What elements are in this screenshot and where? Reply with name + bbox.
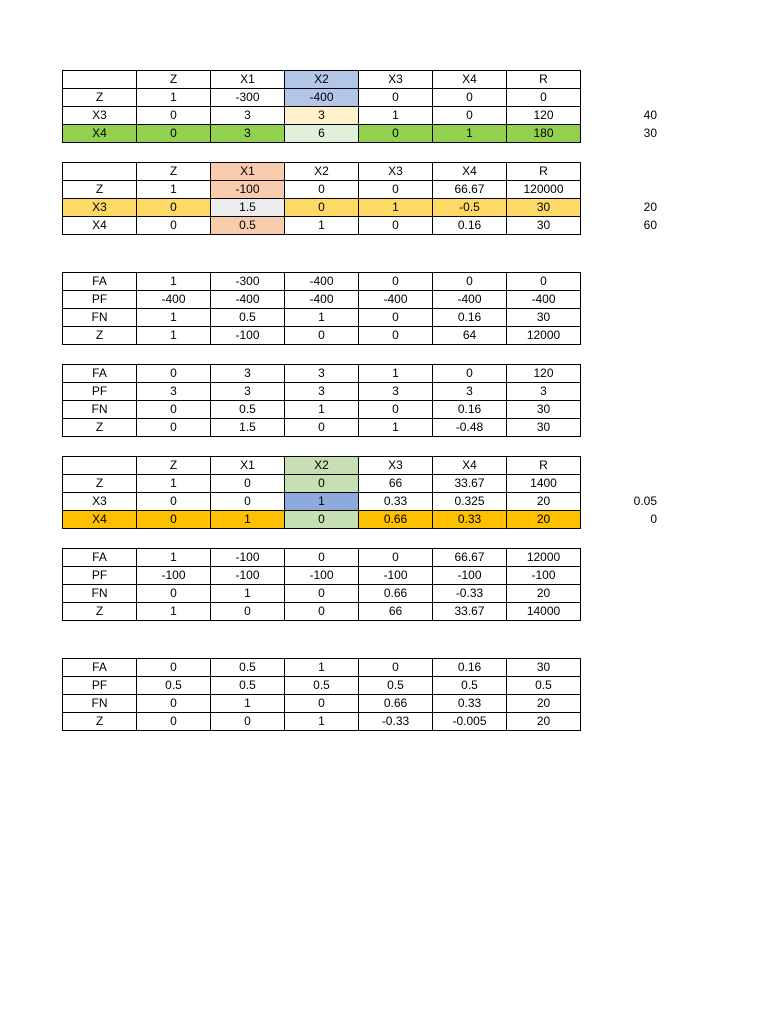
table-cell[interactable]: PF bbox=[63, 677, 137, 695]
table-cell[interactable]: 0 bbox=[285, 199, 359, 217]
table-row bbox=[63, 659, 581, 677]
table-cell[interactable]: 30 bbox=[507, 401, 581, 419]
table-cell[interactable]: 1 bbox=[285, 493, 359, 511]
table-row bbox=[63, 217, 581, 235]
ratio-value[interactable]: 40 bbox=[643, 108, 657, 122]
table-row bbox=[63, 89, 581, 107]
table-cell[interactable]: 3 bbox=[211, 107, 285, 125]
table-cell[interactable]: 1 bbox=[359, 107, 433, 125]
table-row bbox=[63, 511, 581, 529]
table-cell[interactable]: X3 bbox=[63, 199, 137, 217]
table-row bbox=[63, 107, 581, 125]
table-cell[interactable]: X3 bbox=[359, 71, 433, 89]
table-cell[interactable]: 1 bbox=[285, 309, 359, 327]
table-row bbox=[63, 199, 581, 217]
table-row bbox=[63, 457, 581, 475]
table-cell[interactable]: 0 bbox=[359, 309, 433, 327]
table-cell[interactable]: 0 bbox=[137, 199, 211, 217]
table-cell[interactable]: 0 bbox=[137, 125, 211, 143]
table-cell[interactable]: -100 bbox=[507, 567, 581, 585]
table-cell[interactable]: 1.5 bbox=[211, 419, 285, 437]
table-cell[interactable]: R bbox=[507, 457, 581, 475]
table-cell[interactable]: 0 bbox=[359, 89, 433, 107]
table-cell[interactable]: 0 bbox=[137, 401, 211, 419]
table-row bbox=[63, 383, 581, 401]
table-cell[interactable]: FN bbox=[63, 585, 137, 603]
table-cell[interactable]: 0.5 bbox=[507, 677, 581, 695]
table-4 bbox=[62, 364, 581, 437]
table-cell[interactable]: 0 bbox=[137, 493, 211, 511]
table-row bbox=[63, 493, 581, 511]
table-cell[interactable]: 1 bbox=[285, 401, 359, 419]
table-row bbox=[63, 713, 581, 731]
table-cell[interactable] bbox=[63, 71, 137, 89]
table-cell[interactable]: FN bbox=[63, 309, 137, 327]
table-cell[interactable]: -0.005 bbox=[433, 713, 507, 731]
table-cell[interactable]: 0.325 bbox=[433, 493, 507, 511]
table-cell[interactable]: 0.5 bbox=[137, 677, 211, 695]
table-cell[interactable]: 0.5 bbox=[211, 677, 285, 695]
table-row bbox=[63, 695, 581, 713]
table-cell[interactable]: 0 bbox=[433, 89, 507, 107]
table-cell[interactable]: 0.66 bbox=[359, 695, 433, 713]
table-cell[interactable]: 1 bbox=[137, 603, 211, 621]
ratio-value[interactable]: 60 bbox=[643, 218, 657, 232]
table-cell[interactable]: 0 bbox=[285, 603, 359, 621]
table-cell[interactable]: 0 bbox=[359, 125, 433, 143]
table-row bbox=[63, 567, 581, 585]
table-cell[interactable]: X4 bbox=[433, 457, 507, 475]
table-cell[interactable]: -100 bbox=[359, 567, 433, 585]
table-cell[interactable]: 0 bbox=[137, 107, 211, 125]
table-cell[interactable]: -300 bbox=[211, 273, 285, 291]
table-cell[interactable]: 0.33 bbox=[359, 493, 433, 511]
table-cell[interactable]: 1 bbox=[137, 327, 211, 345]
ratio-value[interactable]: 0 bbox=[650, 512, 657, 526]
table-cell[interactable]: 64 bbox=[433, 327, 507, 345]
table-cell[interactable]: 1 bbox=[433, 125, 507, 143]
table-cell[interactable]: 1 bbox=[359, 419, 433, 437]
table-cell[interactable]: 1 bbox=[137, 309, 211, 327]
table-cell[interactable]: 0.33 bbox=[433, 511, 507, 529]
table-cell[interactable]: 12000 bbox=[507, 549, 581, 567]
table-5 bbox=[62, 456, 581, 529]
table-cell[interactable]: 120 bbox=[507, 107, 581, 125]
table-cell[interactable]: -400 bbox=[211, 291, 285, 309]
table-cell[interactable]: 0.16 bbox=[433, 309, 507, 327]
table-cell[interactable]: X3 bbox=[359, 457, 433, 475]
table-6 bbox=[62, 548, 581, 621]
table-cell[interactable]: FA bbox=[63, 659, 137, 677]
table-cell[interactable]: 30 bbox=[507, 659, 581, 677]
table-cell[interactable]: 20 bbox=[507, 585, 581, 603]
table-cell[interactable]: 30 bbox=[507, 199, 581, 217]
table-cell[interactable]: 1 bbox=[285, 659, 359, 677]
table-cell[interactable]: 0 bbox=[137, 695, 211, 713]
table-cell[interactable]: 0.5 bbox=[211, 659, 285, 677]
table-cell[interactable]: 0 bbox=[211, 603, 285, 621]
table-cell[interactable]: 14000 bbox=[507, 603, 581, 621]
table-cell[interactable]: PF bbox=[63, 291, 137, 309]
table-cell[interactable]: PF bbox=[63, 383, 137, 401]
table-cell[interactable]: 0 bbox=[359, 181, 433, 199]
table-cell[interactable]: X4 bbox=[433, 163, 507, 181]
table-row bbox=[63, 677, 581, 695]
table-cell[interactable]: 0 bbox=[137, 217, 211, 235]
table-cell[interactable]: 66 bbox=[359, 603, 433, 621]
table-cell[interactable]: 0.66 bbox=[359, 585, 433, 603]
table-cell[interactable]: Z bbox=[63, 89, 137, 107]
table-cell[interactable]: -300 bbox=[211, 89, 285, 107]
table-cell[interactable]: 0.5 bbox=[359, 677, 433, 695]
table-cell[interactable]: R bbox=[507, 71, 581, 89]
table-cell[interactable]: X1 bbox=[211, 457, 285, 475]
table-cell[interactable]: 0 bbox=[359, 273, 433, 291]
table-cell[interactable]: X3 bbox=[63, 493, 137, 511]
table-cell[interactable]: -400 bbox=[507, 291, 581, 309]
table-cell[interactable]: -400 bbox=[285, 273, 359, 291]
table-cell[interactable]: 0 bbox=[359, 659, 433, 677]
table-cell[interactable]: 0 bbox=[137, 585, 211, 603]
table-row bbox=[63, 163, 581, 181]
table-cell[interactable]: 0.33 bbox=[433, 695, 507, 713]
table-cell[interactable]: 0 bbox=[359, 549, 433, 567]
table-row bbox=[63, 401, 581, 419]
table-cell[interactable]: X2 bbox=[285, 457, 359, 475]
table-row bbox=[63, 71, 581, 89]
table-cell[interactable]: Z bbox=[63, 475, 137, 493]
table-cell[interactable]: 120 bbox=[507, 365, 581, 383]
table-cell[interactable]: 1 bbox=[137, 273, 211, 291]
table-cell[interactable]: 30 bbox=[507, 309, 581, 327]
table-cell[interactable]: 3 bbox=[433, 383, 507, 401]
table-cell[interactable]: 3 bbox=[285, 365, 359, 383]
table-cell[interactable]: 1 bbox=[359, 365, 433, 383]
table-row bbox=[63, 309, 581, 327]
table-cell[interactable]: 0 bbox=[285, 181, 359, 199]
table-cell[interactable]: 0 bbox=[285, 419, 359, 437]
table-cell[interactable]: 66 bbox=[359, 475, 433, 493]
table-cell[interactable]: -400 bbox=[359, 291, 433, 309]
table-cell[interactable]: FN bbox=[63, 695, 137, 713]
table-cell[interactable]: 1400 bbox=[507, 475, 581, 493]
table-cell[interactable]: 0 bbox=[359, 401, 433, 419]
table-cell[interactable]: 12000 bbox=[507, 327, 581, 345]
table-row bbox=[63, 181, 581, 199]
table-row bbox=[63, 603, 581, 621]
table-cell[interactable]: 1 bbox=[211, 585, 285, 603]
table-cell[interactable] bbox=[63, 457, 137, 475]
table-cell[interactable]: 1 bbox=[137, 549, 211, 567]
table-cell[interactable]: FA bbox=[63, 273, 137, 291]
table-cell[interactable]: -0.33 bbox=[433, 585, 507, 603]
table-cell[interactable]: 0.16 bbox=[433, 401, 507, 419]
table-cell[interactable]: Z bbox=[63, 181, 137, 199]
table-cell[interactable]: 20 bbox=[507, 713, 581, 731]
table-3 bbox=[62, 272, 581, 345]
table-cell[interactable]: 30 bbox=[507, 217, 581, 235]
table-cell[interactable]: -100 bbox=[285, 567, 359, 585]
table-cell[interactable]: X3 bbox=[63, 107, 137, 125]
table-cell[interactable]: X2 bbox=[285, 163, 359, 181]
table-cell[interactable]: X1 bbox=[211, 71, 285, 89]
table-cell[interactable]: -100 bbox=[433, 567, 507, 585]
table-cell[interactable]: Z bbox=[63, 419, 137, 437]
table-cell[interactable]: 0.5 bbox=[285, 677, 359, 695]
table-cell[interactable]: Z bbox=[63, 713, 137, 731]
table-cell[interactable]: 0 bbox=[285, 549, 359, 567]
table-cell[interactable]: 1 bbox=[211, 511, 285, 529]
table-cell[interactable]: -100 bbox=[211, 327, 285, 345]
table-cell[interactable]: PF bbox=[63, 567, 137, 585]
table-cell[interactable]: 0 bbox=[433, 107, 507, 125]
table-cell[interactable]: 0 bbox=[137, 419, 211, 437]
table-cell[interactable]: 66.67 bbox=[433, 181, 507, 199]
table-row bbox=[63, 475, 581, 493]
table-cell[interactable]: 0 bbox=[211, 493, 285, 511]
table-cell[interactable]: 0.5 bbox=[433, 677, 507, 695]
table-cell[interactable]: 20 bbox=[507, 511, 581, 529]
table-cell[interactable]: 0.5 bbox=[211, 401, 285, 419]
table-row bbox=[63, 549, 581, 567]
table-cell[interactable] bbox=[63, 163, 137, 181]
table-cell[interactable]: 0.5 bbox=[211, 217, 285, 235]
table-7 bbox=[62, 658, 581, 731]
table-cell[interactable]: 0 bbox=[507, 89, 581, 107]
table-cell[interactable]: 1 bbox=[137, 475, 211, 493]
table-cell[interactable]: 30 bbox=[507, 419, 581, 437]
table-cell[interactable]: X2 bbox=[285, 71, 359, 89]
table-cell[interactable]: 120000 bbox=[507, 181, 581, 199]
table-cell[interactable]: 1 bbox=[137, 89, 211, 107]
table-cell[interactable]: Z bbox=[137, 457, 211, 475]
table-cell[interactable]: 20 bbox=[507, 695, 581, 713]
table-cell[interactable]: 0 bbox=[285, 327, 359, 345]
table-row bbox=[63, 125, 581, 143]
table-cell[interactable]: FA bbox=[63, 549, 137, 567]
table-cell[interactable]: 0 bbox=[211, 475, 285, 493]
ratio-value[interactable]: 0.05 bbox=[633, 494, 657, 508]
table-cell[interactable]: -0.48 bbox=[433, 419, 507, 437]
table-cell[interactable]: 3 bbox=[359, 383, 433, 401]
table-cell[interactable]: 0 bbox=[285, 511, 359, 529]
table-cell[interactable]: 0 bbox=[211, 713, 285, 731]
table-cell[interactable]: 0 bbox=[433, 365, 507, 383]
table-cell[interactable]: Z bbox=[63, 327, 137, 345]
table-cell[interactable]: 0.66 bbox=[359, 511, 433, 529]
table-cell[interactable]: 3 bbox=[285, 383, 359, 401]
table-cell[interactable]: 3 bbox=[285, 107, 359, 125]
table-cell[interactable]: 1 bbox=[359, 199, 433, 217]
table-cell[interactable]: 0 bbox=[285, 695, 359, 713]
table-cell[interactable]: 1 bbox=[137, 181, 211, 199]
table-cell[interactable]: 66.67 bbox=[433, 549, 507, 567]
table-1 bbox=[62, 70, 581, 143]
table-cell[interactable]: -400 bbox=[137, 291, 211, 309]
ratio-value[interactable]: 20 bbox=[643, 200, 657, 214]
table-cell[interactable]: 0.16 bbox=[433, 217, 507, 235]
table-2 bbox=[62, 162, 581, 235]
table-cell[interactable]: 0 bbox=[137, 511, 211, 529]
table-cell[interactable]: X4 bbox=[63, 511, 137, 529]
table-cell[interactable]: R bbox=[507, 163, 581, 181]
table-cell[interactable]: 6 bbox=[285, 125, 359, 143]
table-cell[interactable]: 33.67 bbox=[433, 475, 507, 493]
table-cell[interactable]: -100 bbox=[211, 567, 285, 585]
table-row bbox=[63, 327, 581, 345]
table-cell[interactable]: 1.5 bbox=[211, 199, 285, 217]
table-cell[interactable]: 1 bbox=[211, 695, 285, 713]
table-cell[interactable]: 180 bbox=[507, 125, 581, 143]
table-cell[interactable]: 3 bbox=[211, 365, 285, 383]
table-cell[interactable]: 33.67 bbox=[433, 603, 507, 621]
table-cell[interactable]: 1 bbox=[285, 713, 359, 731]
table-cell[interactable]: -0.5 bbox=[433, 199, 507, 217]
table-cell[interactable]: 3 bbox=[211, 125, 285, 143]
table-cell[interactable]: 1 bbox=[285, 217, 359, 235]
table-cell[interactable]: Z bbox=[137, 71, 211, 89]
table-cell[interactable]: 0 bbox=[285, 585, 359, 603]
table-cell[interactable]: -100 bbox=[137, 567, 211, 585]
table-cell[interactable]: X1 bbox=[211, 163, 285, 181]
table-cell[interactable]: 0 bbox=[359, 327, 433, 345]
table-cell[interactable]: 0 bbox=[359, 217, 433, 235]
table-cell[interactable]: FA bbox=[63, 365, 137, 383]
table-row bbox=[63, 365, 581, 383]
table-row bbox=[63, 419, 581, 437]
table-cell[interactable]: 0 bbox=[137, 365, 211, 383]
table-cell[interactable]: 0.5 bbox=[211, 309, 285, 327]
ratio-value[interactable]: 30 bbox=[643, 126, 657, 140]
table-cell[interactable]: -400 bbox=[285, 291, 359, 309]
table-cell[interactable]: 0 bbox=[285, 475, 359, 493]
table-cell[interactable]: -100 bbox=[211, 549, 285, 567]
table-cell[interactable]: 3 bbox=[507, 383, 581, 401]
table-cell[interactable]: 3 bbox=[211, 383, 285, 401]
table-cell[interactable]: 0 bbox=[507, 273, 581, 291]
table-cell[interactable]: 0.16 bbox=[433, 659, 507, 677]
table-cell[interactable]: X4 bbox=[63, 217, 137, 235]
table-cell[interactable]: X4 bbox=[433, 71, 507, 89]
table-cell[interactable]: -400 bbox=[433, 291, 507, 309]
table-row bbox=[63, 273, 581, 291]
table-cell[interactable]: 3 bbox=[137, 383, 211, 401]
table-cell[interactable]: 0 bbox=[137, 659, 211, 677]
table-cell[interactable]: Z bbox=[63, 603, 137, 621]
table-cell[interactable]: -0.33 bbox=[359, 713, 433, 731]
table-row bbox=[63, 291, 581, 309]
table-cell[interactable]: -100 bbox=[211, 181, 285, 199]
table-cell[interactable]: Z bbox=[137, 163, 211, 181]
table-cell[interactable]: 20 bbox=[507, 493, 581, 511]
table-cell[interactable]: X3 bbox=[359, 163, 433, 181]
table-cell[interactable]: X4 bbox=[63, 125, 137, 143]
table-row bbox=[63, 585, 581, 603]
table-cell[interactable]: 0 bbox=[433, 273, 507, 291]
table-cell[interactable]: -400 bbox=[285, 89, 359, 107]
table-cell[interactable]: FN bbox=[63, 401, 137, 419]
table-cell[interactable]: 0 bbox=[137, 713, 211, 731]
